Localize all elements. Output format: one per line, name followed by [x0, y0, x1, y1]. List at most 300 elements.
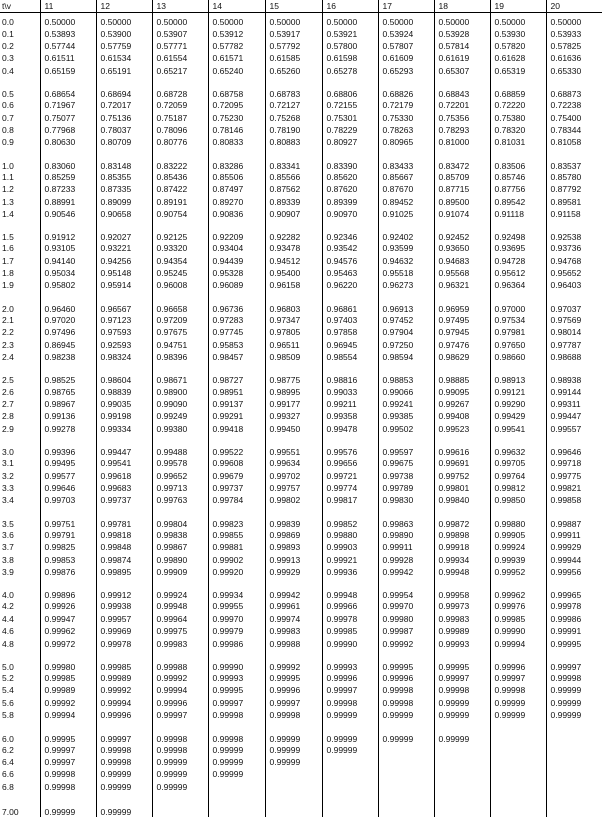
- row-label: 3.2: [2, 470, 14, 481]
- table-row: [0, 578, 602, 600]
- table-cell: 0.99918: [434, 541, 490, 553]
- table-cell: 0.50000: [265, 12, 322, 27]
- table-cell: 0.68694: [96, 77, 152, 99]
- table-cell: 0.99823: [208, 506, 265, 528]
- table-cell: 0.99380: [152, 423, 208, 435]
- table-cell: 0.99934: [434, 553, 490, 565]
- table-row: [0, 77, 602, 99]
- table-cell: 0.98238: [40, 351, 96, 363]
- table-cell: 0.99880: [490, 506, 546, 528]
- table-cell: 0.99608: [208, 457, 265, 469]
- table-cell: 0.98457: [208, 351, 265, 363]
- table-cell: 0.98324: [96, 351, 152, 363]
- table-cell: 0.99996: [265, 684, 322, 696]
- table-row: [0, 255, 602, 267]
- row-label: 0.8: [2, 124, 14, 135]
- table-cell: 0.99975: [152, 625, 208, 637]
- table-cell: 0.99998: [378, 684, 434, 696]
- table-row: [0, 744, 602, 756]
- table-cell: 0.99997: [208, 697, 265, 709]
- table-cell: 0.99994: [40, 709, 96, 721]
- table-cell: 0.99986: [546, 613, 602, 625]
- table-cell: 0.93404: [208, 242, 265, 254]
- table-cell: 0.97347: [265, 314, 322, 326]
- table-row: [0, 793, 602, 817]
- table-cell: 0.72238: [546, 99, 602, 111]
- table-cell: 0.99999: [378, 709, 434, 721]
- table-cell: 0.99863: [378, 506, 434, 528]
- table-cell: 0.99764: [490, 469, 546, 481]
- table-cell: 0.99996: [490, 650, 546, 672]
- table-cell: 0.80965: [378, 136, 434, 148]
- table-cell: 0.99290: [490, 398, 546, 410]
- table-cell: 0.99858: [546, 494, 602, 506]
- table-cell: 0.72179: [378, 99, 434, 111]
- table-cell: 0.99869: [265, 529, 322, 541]
- table-cell: 0.99909: [152, 566, 208, 578]
- table-cell: 0.99418: [208, 423, 265, 435]
- table-cell: 0.94632: [378, 255, 434, 267]
- table-cell: 0.57782: [208, 40, 265, 52]
- table-cell: 0.99999: [208, 756, 265, 768]
- table-row: [0, 541, 602, 553]
- table-cell: 0.99784: [208, 494, 265, 506]
- table-cell: 0.99939: [490, 553, 546, 565]
- table-row: [0, 242, 602, 254]
- row-label: 3.5: [2, 518, 14, 529]
- table-cell: 0.99999: [322, 709, 378, 721]
- table-cell: 0.99928: [378, 553, 434, 565]
- table-cell: 0.99978: [96, 637, 152, 649]
- table-cell: 0.99880: [322, 529, 378, 541]
- table-cell: [490, 768, 546, 780]
- table-cell: [378, 781, 434, 793]
- table-cell: 0.99958: [434, 578, 490, 600]
- table-cell: [152, 793, 208, 817]
- table-cell: 0.92498: [490, 220, 546, 242]
- table-cell: 0.99578: [152, 457, 208, 469]
- table-cell: 0.99997: [152, 709, 208, 721]
- table-cell: 0.98765: [40, 385, 96, 397]
- table-cell: 0.95148: [96, 267, 152, 279]
- row-label: 5.2: [2, 673, 14, 684]
- row-label: 1.2: [2, 184, 14, 195]
- table-cell: 0.78146: [208, 124, 265, 136]
- header-df: 18: [434, 0, 490, 12]
- table-cell: 0.72220: [490, 99, 546, 111]
- table-cell: 0.61636: [546, 52, 602, 64]
- row-label: 3.1: [2, 458, 14, 469]
- table-cell: 0.98913: [490, 363, 546, 385]
- table-cell: 0.98014: [546, 326, 602, 338]
- table-cell: 0.90754: [152, 208, 208, 220]
- table-row: [0, 27, 602, 39]
- table-cell: 0.57807: [378, 40, 434, 52]
- row-label: 0.4: [2, 65, 14, 76]
- table-row: [0, 279, 602, 291]
- table-cell: 0.68826: [378, 77, 434, 99]
- table-cell: 0.97534: [490, 314, 546, 326]
- table-cell: 0.99839: [265, 506, 322, 528]
- table-cell: 0.94256: [96, 255, 152, 267]
- table-cell: 0.89581: [546, 195, 602, 207]
- table-cell: 0.99992: [96, 684, 152, 696]
- table-cell: 0.95652: [546, 267, 602, 279]
- row-label: 1.7: [2, 255, 14, 266]
- table-cell: 0.85667: [378, 171, 434, 183]
- row-label: 2.4: [2, 352, 14, 363]
- table-cell: 0.99541: [490, 423, 546, 435]
- table-cell: 0.99926: [40, 600, 96, 612]
- row-label: 3.6: [2, 529, 14, 540]
- table-row: [0, 625, 602, 637]
- table-cell: 0.99997: [40, 756, 96, 768]
- table-cell: 0.94576: [322, 255, 378, 267]
- table-cell: 0.95034: [40, 267, 96, 279]
- table-cell: 0.99881: [208, 541, 265, 553]
- table-cell: 0.98660: [490, 351, 546, 363]
- table-cell: 0.95400: [265, 267, 322, 279]
- table-cell: [322, 756, 378, 768]
- table-cell: 0.98554: [322, 351, 378, 363]
- table-cell: 0.99944: [546, 553, 602, 565]
- table-cell: 0.83060: [40, 148, 96, 170]
- table-cell: 0.97981: [490, 326, 546, 338]
- table-cell: 0.97675: [152, 326, 208, 338]
- table-row: [0, 781, 602, 793]
- table-cell: 0.53930: [490, 27, 546, 39]
- table-row: [0, 339, 602, 351]
- table-cell: 0.99893: [265, 541, 322, 553]
- table-cell: 0.91118: [490, 208, 546, 220]
- table-cell: 0.65330: [546, 64, 602, 76]
- row-label: 4.6: [2, 626, 14, 637]
- table-cell: 0.99952: [490, 566, 546, 578]
- table-cell: 0.98629: [434, 351, 490, 363]
- table-cell: [322, 793, 378, 817]
- table-cell: 0.99970: [378, 600, 434, 612]
- table-cell: 0.93599: [378, 242, 434, 254]
- table-cell: 0.97904: [378, 326, 434, 338]
- table-cell: 0.92452: [434, 220, 490, 242]
- table-cell: 0.80709: [96, 136, 152, 148]
- table-row: [0, 709, 602, 721]
- table-cell: 0.99998: [322, 697, 378, 709]
- table-cell: 0.97858: [322, 326, 378, 338]
- table-cell: 0.99616: [434, 435, 490, 457]
- table-cell: 0.99447: [546, 410, 602, 422]
- table-cell: 0.99955: [208, 600, 265, 612]
- table-cell: 0.99988: [152, 650, 208, 672]
- row-label: 3.3: [2, 482, 14, 493]
- table-cell: 0.99989: [40, 684, 96, 696]
- table-row: [0, 697, 602, 709]
- table-cell: 0.99974: [265, 613, 322, 625]
- row-label: 0.6: [2, 100, 14, 111]
- table-cell: 0.61571: [208, 52, 265, 64]
- table-cell: 0.78293: [434, 124, 490, 136]
- table-cell: 0.78190: [265, 124, 322, 136]
- row-label: 4.0: [2, 590, 14, 601]
- table-cell: 0.99948: [434, 566, 490, 578]
- table-row: [0, 637, 602, 649]
- table-cell: 0.99838: [152, 529, 208, 541]
- table-cell: 0.50000: [434, 12, 490, 27]
- table-cell: 0.99972: [40, 637, 96, 649]
- table-cell: 0.80776: [152, 136, 208, 148]
- table-cell: 0.98604: [96, 363, 152, 385]
- table-cell: 0.99713: [152, 482, 208, 494]
- table-cell: 0.95328: [208, 267, 265, 279]
- table-cell: 0.87620: [322, 183, 378, 195]
- table-cell: 0.99998: [378, 697, 434, 709]
- table-cell: 0.99993: [434, 637, 490, 649]
- table-row: [0, 410, 602, 422]
- table-cell: [546, 756, 602, 768]
- row-label: 0.3: [2, 53, 14, 64]
- table-cell: 0.99551: [265, 435, 322, 457]
- table-cell: [378, 756, 434, 768]
- table-cell: 0.99997: [434, 672, 490, 684]
- table-cell: 0.61598: [322, 52, 378, 64]
- table-cell: 0.75330: [378, 111, 434, 123]
- table-cell: 0.97787: [546, 339, 602, 351]
- header-df: 13: [152, 0, 208, 12]
- table-cell: 0.99920: [208, 566, 265, 578]
- table-cell: 0.99985: [490, 613, 546, 625]
- table-cell: 0.99994: [490, 637, 546, 649]
- table-cell: 0.98967: [40, 398, 96, 410]
- table-cell: 0.98995: [265, 385, 322, 397]
- table-cell: 0.75077: [40, 111, 96, 123]
- table-cell: 0.99999: [152, 781, 208, 793]
- table-row: [0, 613, 602, 625]
- table-cell: 0.99999: [208, 768, 265, 780]
- table-cell: 0.97745: [208, 326, 265, 338]
- table-cell: 0.99502: [378, 423, 434, 435]
- table-cell: 0.50000: [378, 12, 434, 27]
- table-cell: 0.99995: [434, 650, 490, 672]
- table-cell: 0.99992: [265, 650, 322, 672]
- table-cell: 0.86945: [40, 339, 96, 351]
- table-cell: 0.99989: [434, 625, 490, 637]
- table-cell: 0.87497: [208, 183, 265, 195]
- table-cell: 0.78096: [152, 124, 208, 136]
- table-cell: 0.99942: [378, 566, 434, 578]
- table-cell: 0.99867: [152, 541, 208, 553]
- table-cell: 0.99962: [40, 625, 96, 637]
- table-cell: 0.99852: [322, 506, 378, 528]
- table-cell: 0.96089: [208, 279, 265, 291]
- table-row: [0, 292, 602, 314]
- table-cell: 0.99675: [378, 457, 434, 469]
- table-cell: [490, 721, 546, 743]
- row-label: 1.4: [2, 208, 14, 219]
- table-cell: 0.85259: [40, 171, 96, 183]
- table-cell: 0.57800: [322, 40, 378, 52]
- table-cell: 0.53900: [96, 27, 152, 39]
- row-label: 2.5: [2, 375, 14, 386]
- table-cell: 0.65159: [40, 64, 96, 76]
- table-row: [0, 423, 602, 435]
- table-cell: 0.99996: [96, 709, 152, 721]
- table-cell: 0.97476: [434, 339, 490, 351]
- table-cell: 0.88991: [40, 195, 96, 207]
- table-cell: [434, 781, 490, 793]
- table-cell: [322, 768, 378, 780]
- table-cell: 0.99998: [40, 768, 96, 780]
- table-cell: 0.89270: [208, 195, 265, 207]
- table-row: [0, 99, 602, 111]
- table-cell: 0.81058: [546, 136, 602, 148]
- row-label: 1.5: [2, 232, 14, 243]
- table-cell: [490, 781, 546, 793]
- table-cell: 0.96220: [322, 279, 378, 291]
- row-label: 2.7: [2, 399, 14, 409]
- table-cell: 0.98594: [378, 351, 434, 363]
- table-cell: 0.99948: [322, 578, 378, 600]
- table-body: [0, 12, 602, 817]
- row-label: 2.0: [2, 303, 14, 314]
- table-cell: 0.94439: [208, 255, 265, 267]
- table-cell: 0.99211: [322, 398, 378, 410]
- table-cell: 0.99737: [208, 482, 265, 494]
- table-cell: 0.99998: [96, 744, 152, 756]
- table-cell: 0.98671: [152, 363, 208, 385]
- table-cell: 0.81031: [490, 136, 546, 148]
- table-row: [0, 363, 602, 385]
- table-cell: 0.99966: [322, 600, 378, 612]
- table-cell: 0.99721: [322, 469, 378, 481]
- table-cell: 0.99934: [208, 578, 265, 600]
- table-row: [0, 326, 602, 338]
- table-cell: 0.99998: [152, 721, 208, 743]
- table-cell: 0.50000: [152, 12, 208, 27]
- table-cell: 0.57814: [434, 40, 490, 52]
- table-cell: 0.99903: [322, 541, 378, 553]
- table-cell: 0.99396: [40, 435, 96, 457]
- table-cell: 0.85566: [265, 171, 322, 183]
- table-cell: 0.99999: [434, 697, 490, 709]
- table-row: [0, 768, 602, 780]
- table-cell: 0.99969: [96, 625, 152, 637]
- table-cell: 0.99999: [96, 793, 152, 817]
- table-cell: 0.85746: [490, 171, 546, 183]
- table-cell: 0.65319: [490, 64, 546, 76]
- table-cell: 0.99898: [434, 529, 490, 541]
- table-cell: 0.99995: [265, 672, 322, 684]
- header-df: 19: [490, 0, 546, 12]
- table-cell: 0.99991: [546, 625, 602, 637]
- table-cell: 0.99890: [378, 529, 434, 541]
- table-cell: 0.96460: [40, 292, 96, 314]
- table-cell: 0.99997: [322, 684, 378, 696]
- table-cell: 0.99090: [152, 398, 208, 410]
- table-cell: 0.53917: [265, 27, 322, 39]
- table-cell: [378, 793, 434, 817]
- table-cell: 0.99999: [434, 709, 490, 721]
- table-row: [0, 314, 602, 326]
- table-cell: 0.61585: [265, 52, 322, 64]
- table-cell: 0.93221: [96, 242, 152, 254]
- row-label: 1.3: [2, 196, 14, 207]
- table-cell: 0.99136: [40, 410, 96, 422]
- table-row: [0, 672, 602, 684]
- table-cell: 0.99947: [40, 613, 96, 625]
- table-cell: 0.92027: [96, 220, 152, 242]
- table-cell: 0.99997: [546, 650, 602, 672]
- row-label: 4.4: [2, 613, 14, 624]
- header-df: 15: [265, 0, 322, 12]
- table-cell: 0.53933: [546, 27, 602, 39]
- table-cell: [546, 768, 602, 780]
- table-cell: 0.99278: [40, 423, 96, 435]
- table-cell: 0.99999: [490, 697, 546, 709]
- row-label: 1.6: [2, 243, 14, 254]
- table-cell: 0.99999: [265, 721, 322, 743]
- table-cell: 0.83390: [322, 148, 378, 170]
- table-cell: 0.75380: [490, 111, 546, 123]
- table-cell: 0.75301: [322, 111, 378, 123]
- table-cell: 0.80833: [208, 136, 265, 148]
- table-cell: 0.65217: [152, 64, 208, 76]
- table-cell: 0.99812: [490, 482, 546, 494]
- table-cell: 0.68843: [434, 77, 490, 99]
- table-cell: 0.99738: [378, 469, 434, 481]
- row-label: 0.7: [2, 112, 14, 123]
- table-cell: 0.92346: [322, 220, 378, 242]
- table-cell: 0.87715: [434, 183, 490, 195]
- table-cell: 0.99999: [265, 756, 322, 768]
- header-df: 12: [96, 0, 152, 12]
- table-cell: [265, 768, 322, 780]
- header-df: 11: [40, 0, 96, 12]
- table-cell: 0.89452: [378, 195, 434, 207]
- table-cell: 0.72095: [208, 99, 265, 111]
- table-cell: 0.99679: [208, 469, 265, 481]
- table-cell: 0.50000: [546, 12, 602, 27]
- table-cell: [546, 744, 602, 756]
- table-cell: 0.96913: [378, 292, 434, 314]
- table-cell: 0.99890: [152, 553, 208, 565]
- table-cell: 0.99033: [322, 385, 378, 397]
- table-cell: 0.96008: [152, 279, 208, 291]
- table-cell: 0.83222: [152, 148, 208, 170]
- row-label: 0.9: [2, 137, 14, 148]
- table-cell: 0.99983: [265, 625, 322, 637]
- table-cell: 0.99066: [378, 385, 434, 397]
- table-cell: 0.99327: [265, 410, 322, 422]
- table-cell: 0.65307: [434, 64, 490, 76]
- table-cell: 0.96803: [265, 292, 322, 314]
- row-label: 4.2: [2, 601, 14, 612]
- table-cell: 0.99990: [208, 650, 265, 672]
- table-cell: 0.92125: [152, 220, 208, 242]
- table-cell: 0.99450: [265, 423, 322, 435]
- table-cell: 0.87335: [96, 183, 152, 195]
- table-cell: 0.99646: [40, 482, 96, 494]
- table-row: [0, 195, 602, 207]
- table-cell: 0.99632: [490, 435, 546, 457]
- table-cell: 0.99634: [265, 457, 322, 469]
- table-cell: 0.97037: [546, 292, 602, 314]
- table-cell: 0.83341: [265, 148, 322, 170]
- row-label: 1.9: [2, 280, 14, 291]
- table-row: [0, 52, 602, 64]
- table-cell: 0.99911: [546, 529, 602, 541]
- row-label: 0.2: [2, 40, 14, 51]
- table-cell: 0.65240: [208, 64, 265, 76]
